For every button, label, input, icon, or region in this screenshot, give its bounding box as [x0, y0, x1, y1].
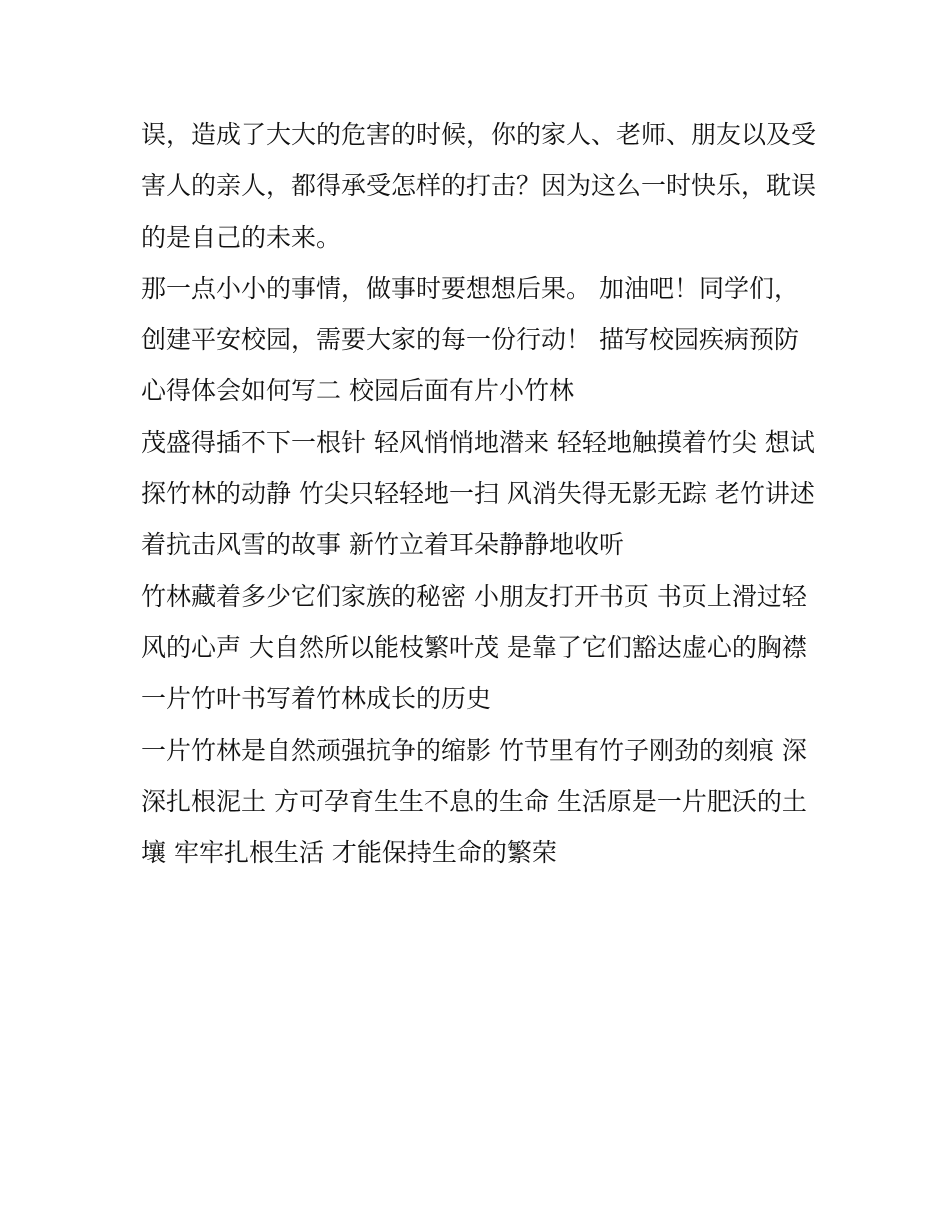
text-line: 风的心声 大自然所以能枝繁叶茂 是靠了它们豁达虚心的胸襟 [141, 632, 807, 662]
body-text [141, 109, 821, 878]
text-line: 探竹林的动静 竹尖只轻轻地一扫 风消失得无影无踪 老竹讲述 [141, 479, 815, 509]
text-line: 深扎根泥土 方可孕育生生不息的生命 生活原是一片肥沃的土 [141, 786, 807, 816]
text-line: 的是自己的未来。 [141, 222, 342, 252]
text-line: 误，造成了大大的危害的时候，你的家人、老师、朋友以及受 [141, 120, 817, 149]
text-line: 壤 牢牢扎根生活 才能保持生命的繁荣 [141, 838, 557, 868]
text-line: 创建平安校园，需要大家的每一份行动！ 描写校园疾病预防 [141, 325, 799, 355]
text-line: 着抗击风雪的故事 新竹立着耳朵静静地收听 [141, 530, 624, 560]
text-line: 那一点小小的事情，做事时要想想后果。 加油吧！同学们， [141, 273, 799, 303]
text-line: 一片竹叶书写着竹林成长的历史 [141, 684, 492, 714]
text-line: 害人的亲人，都得承受怎样的打击？因为这么一时快乐，耽误 [141, 171, 817, 201]
text-line: 一片竹林是自然顽强抗争的缩影 竹节里有竹子刚劲的刻痕 深 [141, 735, 807, 765]
text-line: 竹林藏着多少它们家族的秘密 小朋友打开书页 书页上滑过轻 [141, 581, 807, 611]
text-line: 茂盛得插不下一根针 轻风悄悄地潜来 轻轻地触摸着竹尖 想试 [141, 427, 815, 457]
text-line: 心得体会如何写二 校园后面有片小竹林 [141, 376, 574, 406]
